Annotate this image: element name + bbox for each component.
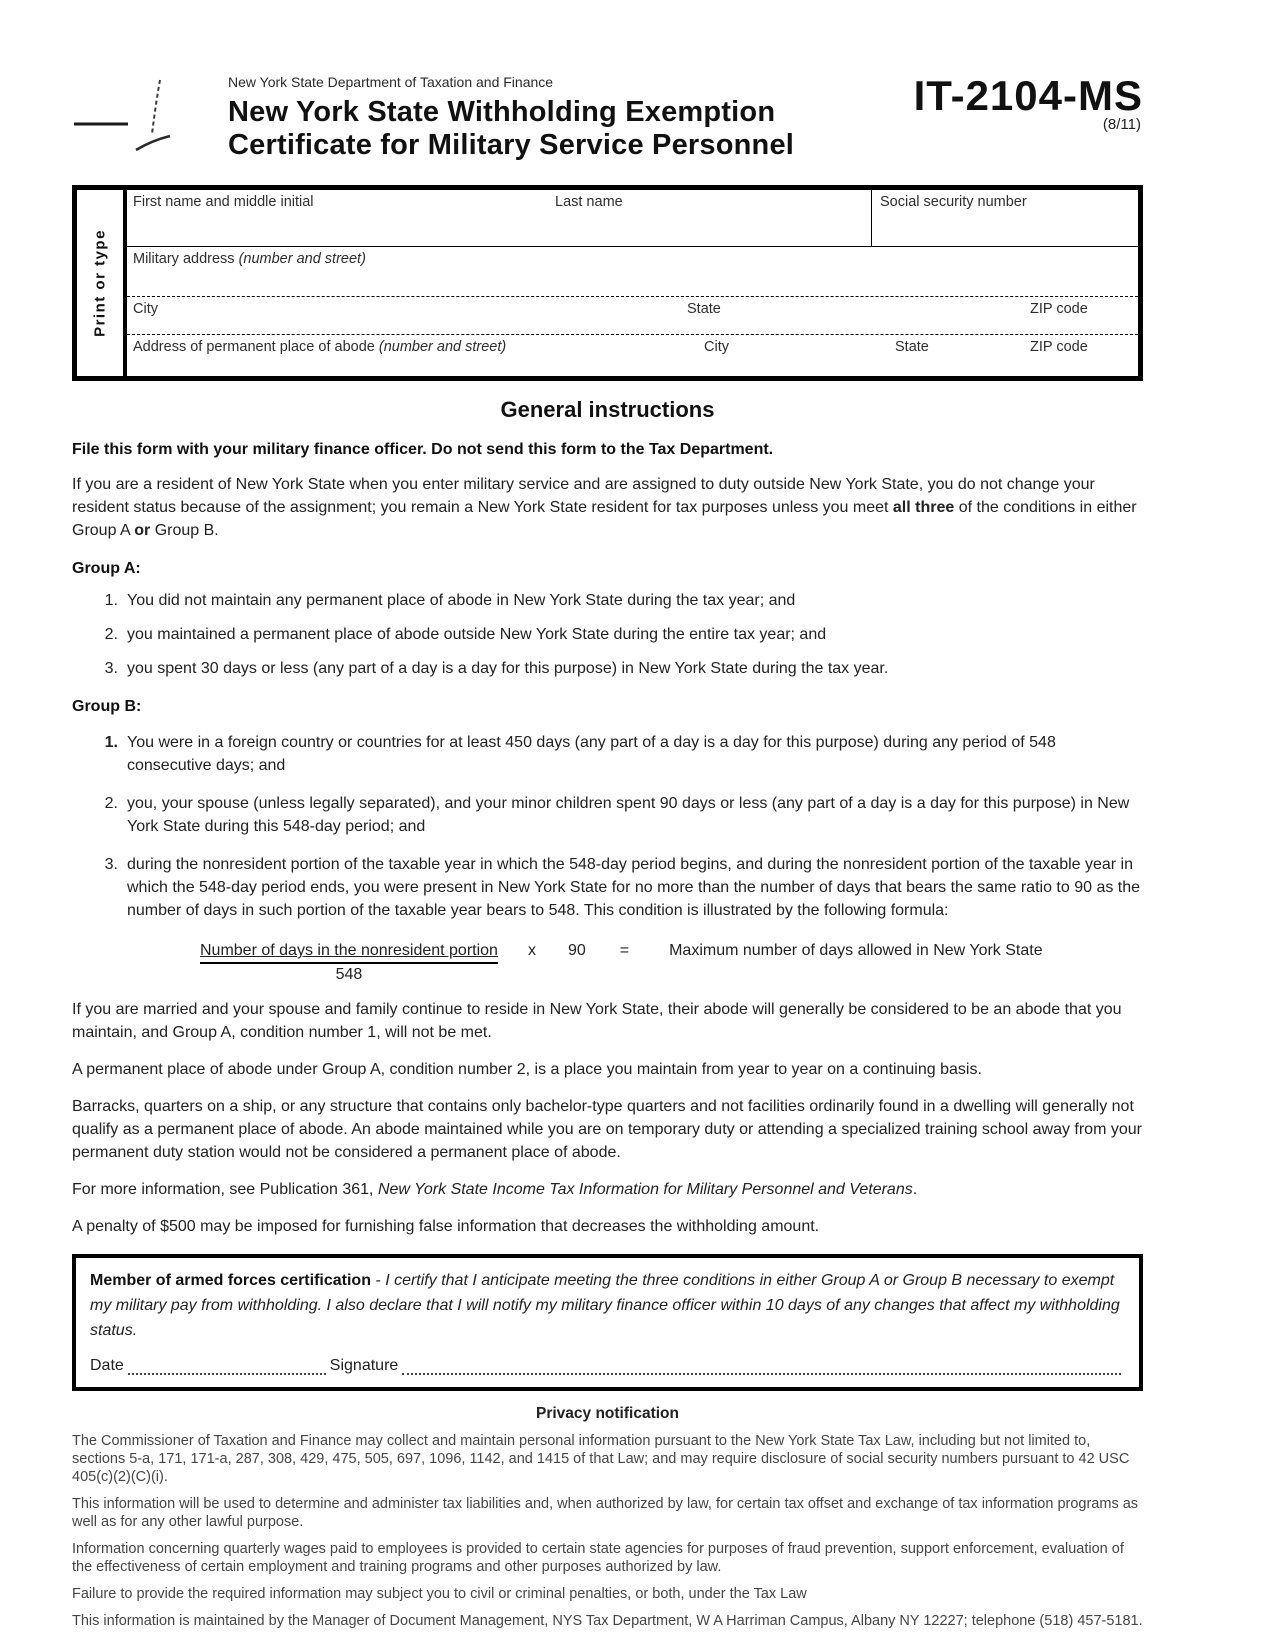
formula-multiply-sign: x (527, 942, 536, 959)
married-paragraph: If you are married and your spouse and family continue to reside in New York State, their abode will generally be considered to be an abode that you maintain, and Group A, condition number 1, will not be met. (72, 1001, 1122, 1041)
form-number-block (914, 74, 1143, 171)
date-label: Date (90, 1357, 124, 1374)
privacy-paragraph-5: This information is maintained by the Manager of Document Management, NYS Tax Department, W A Harriman Campus, Albany NY 12227; telephone (518) 457-5181. (72, 1613, 1143, 1629)
form-title-line1: New York State Withholding Exemption (228, 96, 776, 128)
publication-paragraph: For more information, see Publication 361, New York State Income Tax Information for Military Personnel and Veterans. (72, 1181, 918, 1198)
print-or-type-sidebar (77, 190, 127, 376)
group-b-item-2: 2. you, your spouse (unless legally separated), and your minor children spent 90 days or less (any part of a day is a day for this purpose) in New York State during this 548-day period; and (104, 795, 1130, 835)
group-b-item-1: 1. You were in a foreign country or countries for at least 450 days (any part of a day is a day for this purpose) during any period of 548 consecutive days; and (104, 734, 1056, 774)
signature-line[interactable] (402, 1357, 1121, 1375)
military-address-field[interactable] (127, 247, 1138, 297)
file-notice: File this form with your military finance officer. Do not send this form to the Tax Department. (72, 441, 774, 458)
ssn-field[interactable] (871, 190, 1138, 246)
certification-text: Member of armed forces certification - I certify that I anticipate meeting the three conditions in either Group A or Group B necessary to exempt my military pay from withholding. I also declare that I will notify my military finance officer within 10 days of any changes that affect my withholding status. (90, 1272, 1120, 1339)
general-instructions-heading: General instructions (500, 397, 715, 422)
group-a-list (72, 589, 1143, 680)
group-a-heading: Group A: (72, 560, 141, 577)
privacy-paragraph-4: Failure to provide the required information may subject you to civil or criminal penalties, or both, under the Tax Law (72, 1586, 807, 1602)
barracks-paragraph: Barracks, quarters on a ship, or any structure that contains only bachelor-type quarters and not facilities ordinarily found in a dwelling will generally not qualify as a permanent place of abode. An abode maintained while you are on temporary duty or attending a specialized training school away from your permanent duty station would not be considered a permanent place of abode. (72, 1098, 1142, 1161)
form-revision: (8/11) (1102, 116, 1141, 133)
abode-zip-field-label: ZIP code (1030, 339, 1088, 355)
signature-label: Signature (329, 1357, 399, 1374)
formula-denominator: 548 (335, 966, 363, 983)
privacy-paragraph-1: The Commissioner of Taxation and Finance may collect and maintain personal information pursuant to the New York State Tax Law, including but not limited to, sections 5-a, 171, 171-a, 287, 308, 429, 475, 505, 697, 1096, 1142, and 1415 of that Law; and may require disclosure of social security numbers pursuant to 42 USC 405(c)(2)(C)(i). (72, 1433, 1130, 1485)
abode-address-row[interactable] (127, 335, 1138, 376)
form-title (228, 96, 914, 162)
group-a-item-2: 2. you maintained a permanent place of abode outside New York State during the entire tax year; and (104, 626, 827, 643)
group-b-heading: Group B: (72, 698, 142, 715)
formula-result: Maximum number of days allowed in New York State (669, 942, 1043, 959)
name-fields[interactable] (127, 190, 871, 246)
abode-state-field-label: State (895, 339, 929, 355)
nys-logo-icon (72, 74, 228, 171)
abode-address-field-label: Address of permanent place of abode (number and street) (133, 339, 507, 355)
privacy-heading: Privacy notification (536, 1405, 679, 1422)
print-or-type-label: Print or type (91, 229, 109, 337)
date-line[interactable] (128, 1357, 326, 1375)
intro-paragraph: If you are a resident of New York State when you enter military service and are assigned to duty outside New York State, you do not change your resident status because of the assignment; you remain a New York State resident for tax purposes unless you meet all three of the conditions in either Group A or Group B. (72, 476, 1137, 539)
penalty-paragraph: A penalty of $500 may be imposed for furnishing false information that decreases the withholding amount. (72, 1218, 820, 1235)
abode-city-field-label: City (704, 339, 729, 355)
privacy-paragraph-3: Information concerning quarterly wages paid to employees is provided to certain state agencies for purposes of fraud prevention, support enforcement, evaluation of the effectiveness of certain employment and training programs and other purposes authorized by law. (72, 1541, 1124, 1575)
formula-numerator: Number of days in the nonresident portion (200, 942, 498, 964)
formula-factor: 90 (567, 942, 586, 959)
state-field-label: State (687, 301, 721, 317)
permanent-abode-paragraph: A permanent place of abode under Group A, condition number 2, is a place you maintain from year to year on a continuing basis. (72, 1061, 982, 1078)
personal-info-box (72, 185, 1143, 381)
group-b-item-3: 3. during the nonresident portion of the taxable year in which the 548-day period begins, and during the nonresident portion of the taxable year in which the 548-day period ends, you were present in New York State for no more than the number of days that bears the same ratio to 90 as the number of days in such portion of the taxable year bears to 548. This condition is illustrated by the following formula: (104, 856, 1141, 919)
formula-equals-sign: = (619, 942, 630, 959)
certification-box (72, 1254, 1143, 1391)
ratio-formula (72, 942, 1143, 984)
city-state-zip-row[interactable] (127, 297, 1138, 335)
form-header (72, 74, 1143, 171)
group-a-item-1: 1. You did not maintain any permanent place of abode in New York State during the tax year; and (104, 592, 796, 609)
form-number: IT-2104-MS (913, 72, 1143, 119)
group-b-list (72, 731, 1143, 922)
last-name-field-label: Last name (555, 194, 623, 210)
group-a-item-3: 3. you spent 30 days or less (any part of a day is a day for this purpose) in New York State during the tax year. (104, 660, 889, 677)
form-title-line2: Certificate for Military Service Personnel (228, 129, 795, 161)
zip-field-label: ZIP code (1030, 301, 1088, 317)
first-name-field-label: First name and middle initial (133, 194, 314, 210)
formula-fraction (200, 942, 498, 984)
ssn-field-label: Social security number (880, 194, 1027, 210)
privacy-paragraph-2: This information will be used to determine and administer tax liabilities and, when authorized by law, for certain tax offset and exchange of tax information programs as well as for any other lawful purpose. (72, 1496, 1139, 1530)
military-address-field-label: Military address (number and street) (133, 251, 366, 267)
date-signature-row (90, 1357, 1125, 1375)
department-name: New York State Department of Taxation and Finance (228, 74, 554, 90)
city-field-label: City (133, 301, 158, 317)
